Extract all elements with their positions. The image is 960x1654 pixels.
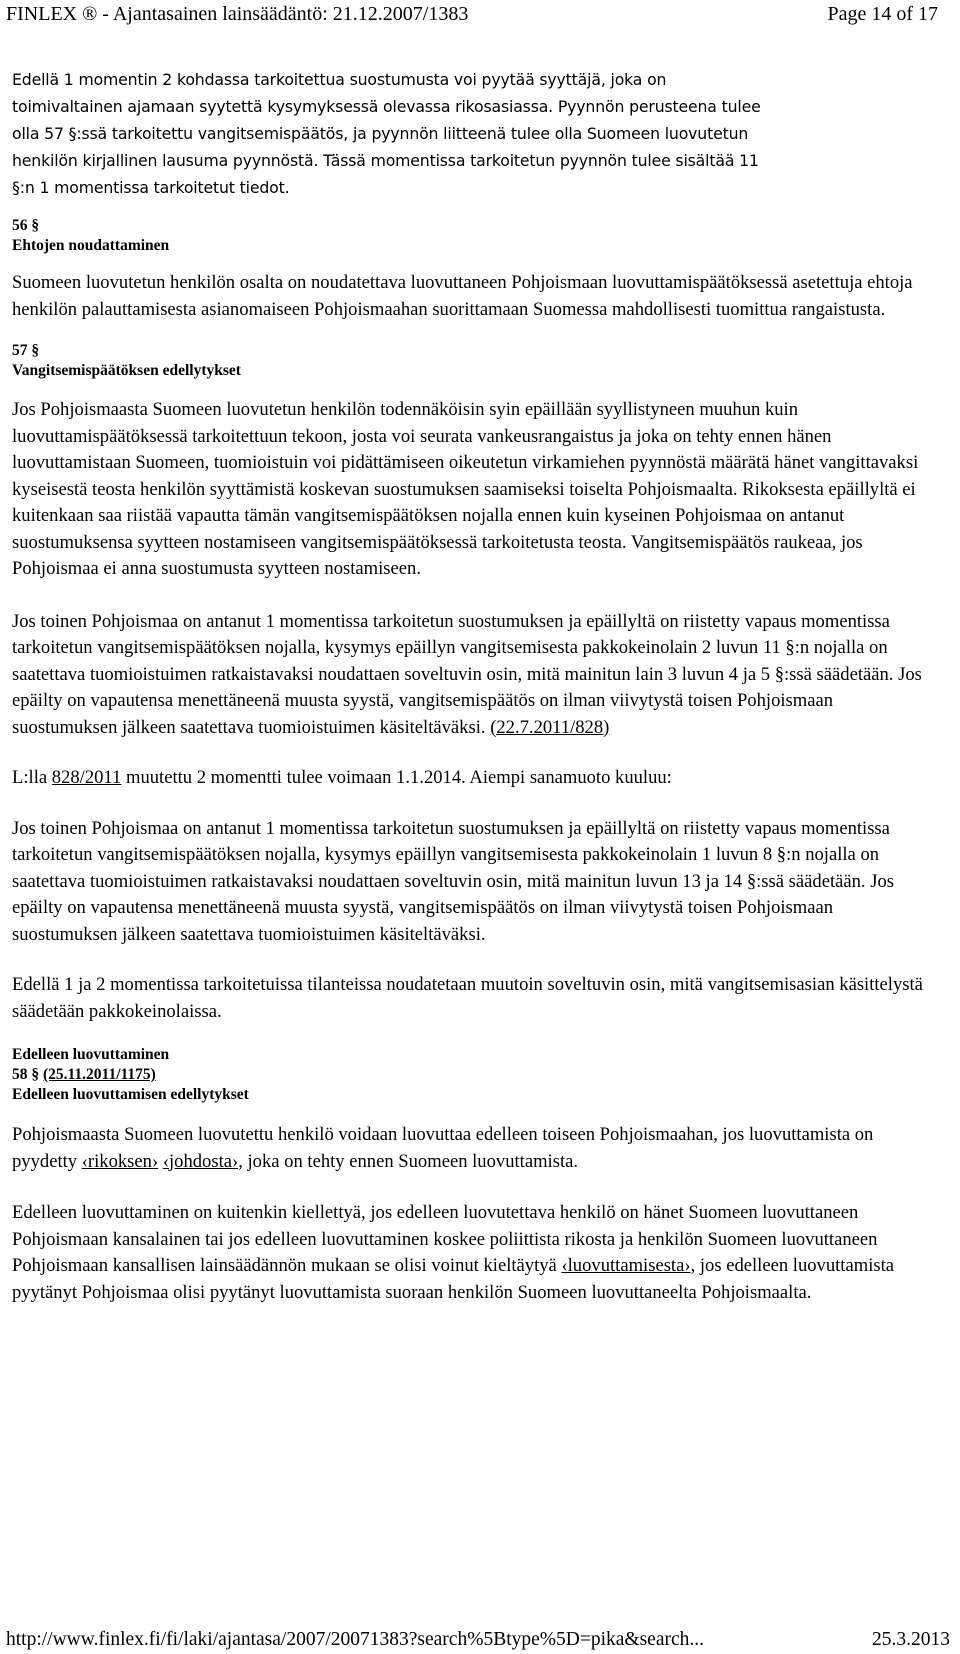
section-57-title: Vangitsemispäätöksen edellytykset [12,362,241,379]
header-title: FINLEX ® - Ajantasainen lainsäädäntö: 21.12.2007/1383 [6,3,469,25]
paragraph-text: Jos toinen Pohjoismaa on antanut 1 momentissa tarkoitetun suostumuksen ja epäillyltä on riistetty vapaus momentissa tarkoitetun vangitsemispäätöksen nojalla, kysymys epäillyn vangitsemisesta pakkokeinolain 2 luvun 11 §:n nojalla on saatettava tuomioistuimen ratkaistavaksi noudattaen soveltuvin osin, mitä mainitun lain 3 luvun 4 ja 5 §:ssä säädetään. Jos epäilty on vapautensa menettäneenä muusta syystä, vangitsemispäätös on ilman viivytystä toisen Pohjoismaan suostumuksen jälkeen saatettava tuomioistuimen käsiteltäväksi. [12,610,922,738]
intro-line: §:n 1 momentissa tarkoitetut tiedot. [12,178,290,197]
page-header [0,0,946,28]
section-58-paragraph-1 [12,1122,942,1175]
intro-line: olla 57 §:ssä tarkoitettu vangitsemispäätös, ja pyynnön liitteenä tulee olla Suomeen luovutetun [12,124,749,143]
section-57-paragraph-2 [12,609,942,742]
section-57-paragraph-1: Jos Pohjoismaasta Suomeen luovutetun henkilön todennäköisin syin epäillään syyllistyneen muuhun kuin luovuttamispäätöksessä tarkoitettuun tekoon, josta voi seurata vankeusrangaistus ja joka on tehty ennen hänen luovuttamistaan Suomeen, tuomioistuin voi pidättämiseen oikeutetun virkamiehen pyynnöstä määrätä hänet vangittavaksi kyseisestä teosta henkilön syyttämistä koskevan suostumuksen saamiseksi toiselta Pohjoismaalta. Rikoksesta epäillyltä ei kuitenkaan saa riistää vapautta tämän vangitsemispäätöksen nojalla ennen kuin kyseinen Pohjoismaa on antanut suostumuksensa syytteen nostamiseen vangitsemispäätöksessä tarkoitetusta teosta. Vangitsemispäätös raukeaa, jos Pohjoismaa ei anna suostumusta syytteen nostamiseen. [12,399,919,579]
paragraph-text: Edelleen luovuttaminen on kuitenkin kiellettyä, jos edelleen luovutettava henkilö on hänet Suomeen luovuttaneen Pohjoismaan kansalainen tai jos edelleen luovuttaminen koskee poliittista rikosta ja henkilön Suomeen luovuttaneen Pohjoismaan kansallisen lainsäädännön mukaan se olisi voinut kieltäytyä [12,1202,878,1276]
section-57-number: 57 § [12,342,40,359]
section-56-number: 56 § [12,217,40,234]
page-footer [6,1626,950,1654]
chapter-heading: Edelleen luovuttaminen [12,1046,170,1063]
luovuttamisesta-link[interactable]: ‹luovuttamisesta› [561,1255,691,1276]
section-58-paragraph-2 [12,1200,942,1306]
law-828-2011-link[interactable]: 828/2011 [51,767,122,788]
note-text: muutettu 2 momentti tulee voimaan 1.1.2014. Aiempi sanamuoto kuuluu: [125,767,672,788]
intro-line: henkilön kirjallinen lausuma pyynnöstä. Tässä momentissa tarkoitetun pyynnön tulee sisältää 11 [12,151,759,170]
amendment-note [12,765,942,792]
section-56-paragraph: Suomeen luovutetun henkilön osalta on noudatettava luovuttaneen Pohjoismaan luovuttamispäätöksessä asetettuja ehtoja henkilön palauttamisesta asianomaiseen Pohjoismaahan suorittamaan Suomessa mahdollisesti tuomittua rangaistusta. [12,272,913,320]
page-number: Page 14 of 17 [827,3,938,25]
paragraph-text: Pohjoismaasta Suomeen luovutettu henkilö voidaan luovuttaa edelleen toiseen Pohjoismaahan, jos luovuttamista on pyydetty [12,1124,874,1172]
intro-line: toimivaltainen ajamaan syytettä kysymyksessä olevassa rikosasiassa. Pyynnön perusteena tulee [12,97,761,116]
section-58-title: Edelleen luovuttamisen edellytykset [12,1086,249,1103]
note-text: L:lla [12,767,48,788]
intro-line: Edellä 1 momentin 2 kohdassa tarkoitettua suostumusta voi pyytää syyttäjä, joka on [12,70,667,89]
intro-paragraph [12,66,942,201]
amendment-link-2011-828[interactable]: (22.7.2011/828) [490,716,610,738]
section-56-title: Ehtojen noudattaminen [12,237,170,254]
document-body [12,66,942,1306]
rikoksen-link[interactable]: ‹rikoksen› [81,1150,159,1172]
johdosta-link[interactable]: ‹johdosta› [162,1150,239,1172]
paragraph-text: , jos edelleen luovuttamista pyytänyt Pohjoismaa olisi pyytänyt luovuttamista suoraan henkilön Suomeen luovuttaneelta Pohjoismaalta. [12,1255,895,1303]
section-58-number: 58 § [12,1066,40,1083]
paragraph-text: , joka on tehty ennen Suomeen luovuttamista. [238,1150,579,1172]
section-58-number-line [12,1065,942,1085]
footer-url: http://www.finlex.fi/fi/laki/ajantasa/2007/20071383?search%5Btype%5D=pika&search... [6,1629,705,1650]
section-57-previous-wording: Jos toinen Pohjoismaa on antanut 1 momentissa tarkoitetun suostumuksen ja epäillyltä on riistetty vapaus momentissa tarkoitetun vangitsemispäätöksen nojalla, kysymys epäillyn vangitsemisesta pakkokeinolain 1 luvun 8 §:n nojalla on saatettava tuomioistuimen ratkaistavaksi noudattaen soveltuvin osin, mitä mainitun luvun 13 ja 14 §:ssä säädetään. Jos epäilty on vapautensa menettäneenä muusta syystä, vangitsemispäätös on ilman viivytystä toisen Pohjoismaan suostumuksen jälkeen saatettava tuomioistuimen käsiteltäväksi. [12,817,894,945]
amendment-link-2011-1175[interactable]: (25.11.2011/1175) [43,1066,156,1083]
section-57-paragraph-4: Edellä 1 ja 2 momentissa tarkoitetuissa tilanteissa noudatetaan muutoin soveltuvin osin, mitä vangitsemisasian käsittelystä säädetään pakkokeinolaissa. [12,974,923,1022]
footer-date: 25.3.2013 [872,1629,950,1650]
